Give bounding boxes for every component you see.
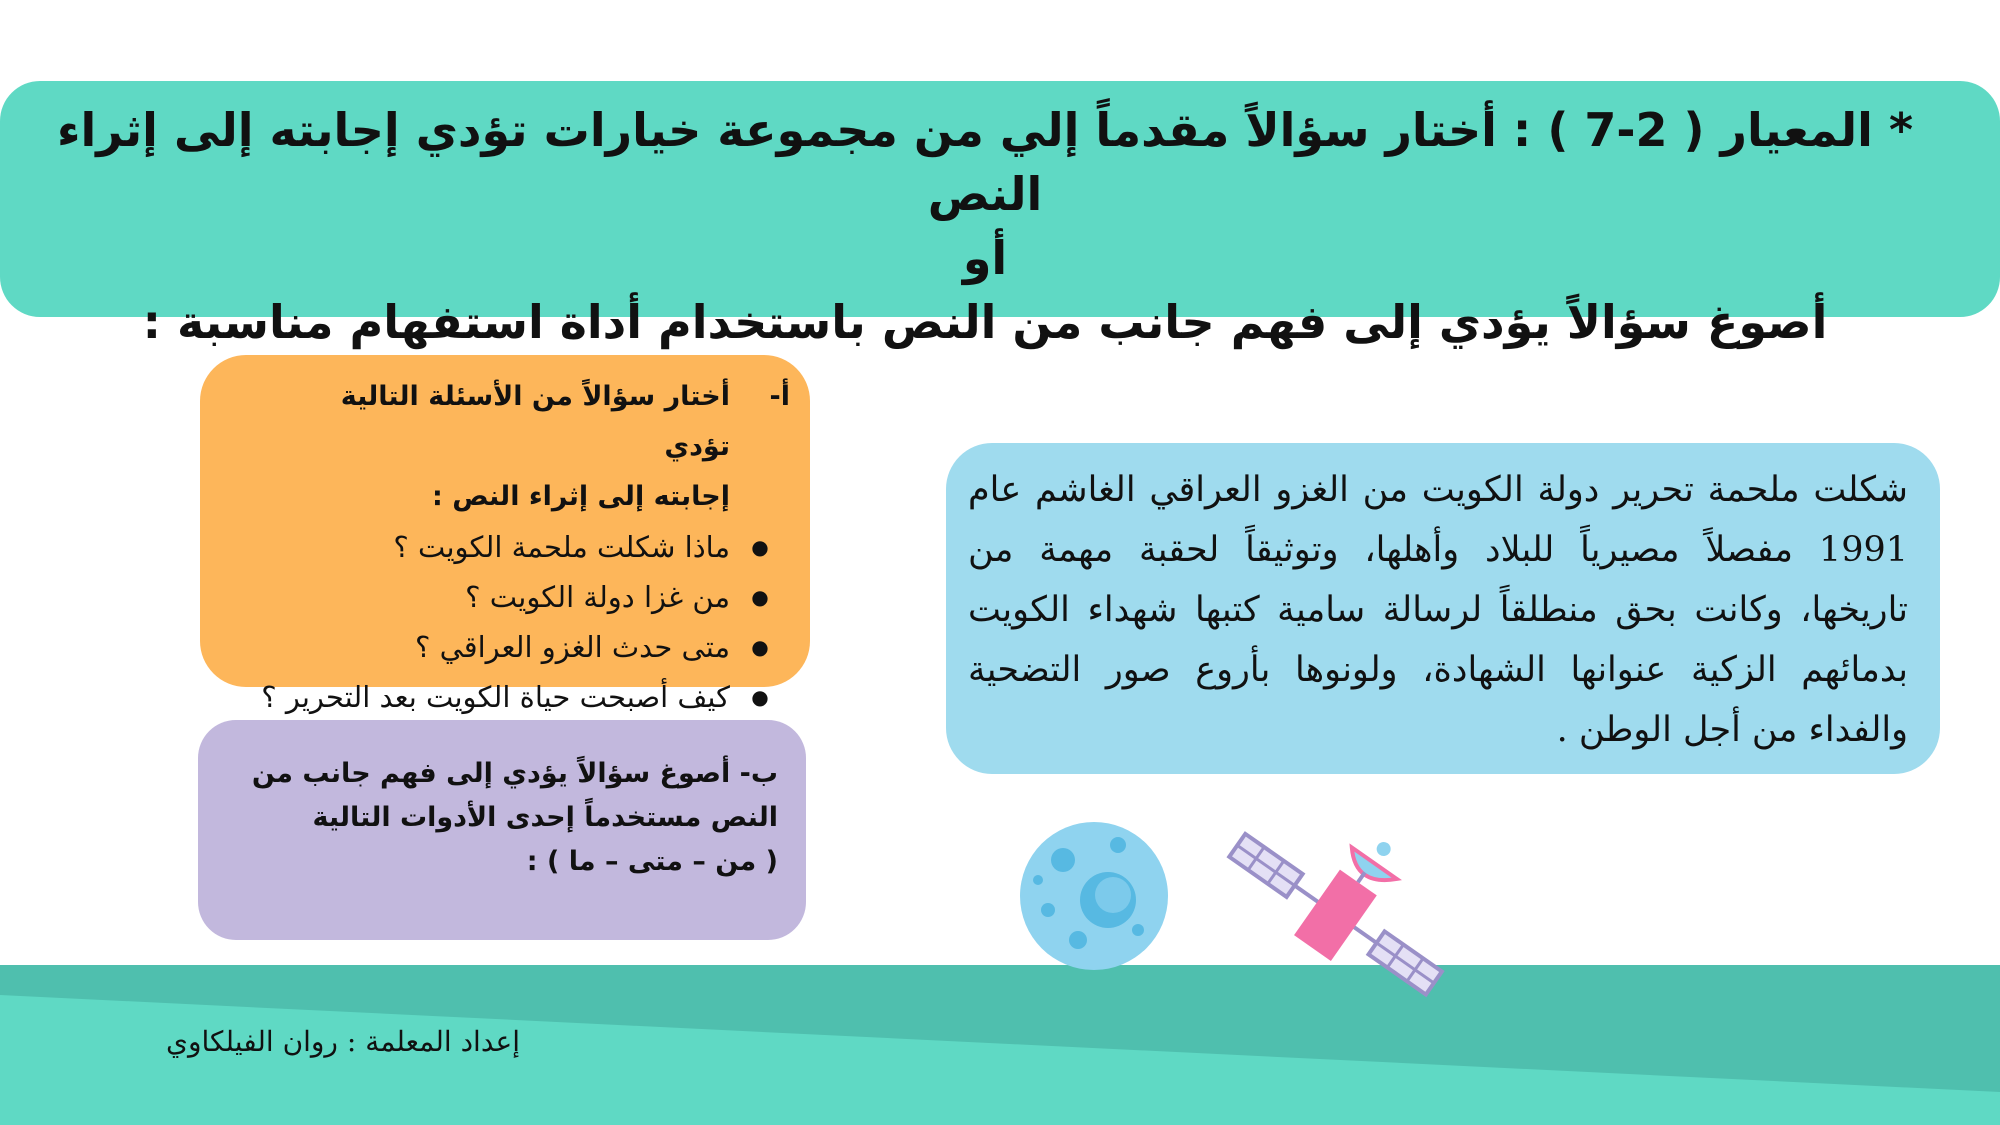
option-item[interactable] [215, 522, 790, 572]
teacher-credit: إعداد المعلمة : روان الفيلكاوي [166, 1025, 520, 1058]
planet-icon [1018, 820, 1170, 972]
passage-text: شكلت ملحمة تحرير دولة الكويت من الغزو العراقي الغاشم عام 1991 مفصلاً مصيرياً للبلاد وأهلها، وتوثيقاً لحقبة مهمة من تاريخها، وكانت بحق منطلقاً لرسالة سامية كتبها شهداء الكويت بدمائهم الزكية عنوانها الشهادة، ولونوها بأروع صور التضحية والفداء من أجل الوطن . [968, 470, 1908, 750]
option-text: ماذا شكلت ملحمة الكويت ؟ [393, 530, 730, 564]
question-a-options [215, 522, 790, 722]
question-a-heading [215, 372, 790, 522]
question-b-line-1: ب- أصوغ سؤالاً يؤدي إلى فهم جانب من [251, 758, 778, 789]
option-item[interactable] [215, 622, 790, 672]
question-b-line-3: ( من – متى – ما ) : [526, 846, 778, 877]
question-b-text [218, 752, 778, 884]
question-b-line-2: النص مستخدماً إحدى الأدوات التالية [312, 802, 778, 833]
standard-text [30, 98, 1940, 354]
question-a-title-line-2: إجابته إلى إثراء النص : [432, 481, 730, 512]
standard-line-or: أو [962, 231, 1008, 285]
bullet-icon: ● [751, 585, 769, 609]
bullet-icon: ● [751, 535, 769, 559]
question-a-title [280, 372, 730, 522]
option-item[interactable] [215, 672, 790, 722]
option-item[interactable] [215, 572, 790, 622]
option-text: كيف أصبحت حياة الكويت بعد التحرير ؟ [261, 680, 730, 714]
question-a-marker: أ- [769, 381, 790, 412]
satellite-icon [1225, 825, 1445, 1005]
standard-line-1: * المعيار ( 2-7 ) : أختار سؤالاً مقدماً إلي من مجموعة خيارات تؤدي إجابته إلى إثراء النص [57, 103, 1913, 221]
option-text: من غزا دولة الكويت ؟ [465, 580, 730, 614]
standard-line-2: أصوغ سؤالاً يؤدي إلى فهم جانب من النص باستخدام أداة استفهام مناسبة : [142, 295, 1828, 349]
option-text: متى حدث الغزو العراقي ؟ [414, 630, 730, 664]
bullet-icon: ● [751, 635, 769, 659]
question-a-title-line-1: أختار سؤالاً من الأسئلة التالية تؤدي [340, 381, 730, 462]
bullet-icon: ● [751, 685, 769, 709]
question-a-content [215, 372, 790, 722]
